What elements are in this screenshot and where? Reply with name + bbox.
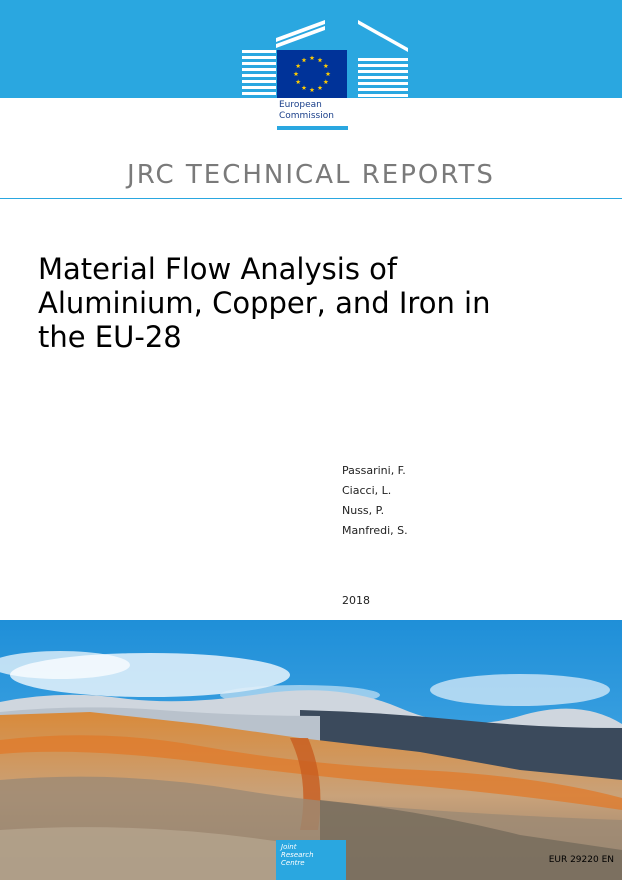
title-line-2: Aluminium, Copper, and Iron in	[38, 286, 491, 320]
jrc-line-research: Research	[281, 851, 314, 859]
logo-text	[279, 100, 334, 122]
author-item: Nuss, P.	[342, 504, 385, 517]
author-item: Ciacci, L.	[342, 484, 392, 497]
publication-year: 2018	[342, 594, 370, 607]
author-item: Passarini, F.	[342, 464, 406, 477]
jrc-line-joint: Joint	[281, 843, 297, 851]
logo-underline	[277, 126, 348, 130]
report-title	[38, 252, 598, 354]
jrc-logo-text	[281, 843, 314, 867]
title-line-3: the EU-28	[38, 320, 182, 354]
author-item: Manfredi, S.	[342, 524, 408, 537]
logo-line-commission: Commission	[279, 111, 334, 121]
title-line-1: Material Flow Analysis of	[38, 252, 398, 286]
jrc-line-centre: Centre	[281, 859, 305, 867]
series-title: JRC TECHNICAL REPORTS	[127, 160, 495, 190]
report-number: EUR 29220 EN	[548, 855, 614, 865]
author-list	[342, 461, 408, 541]
logo-line-european: European	[279, 100, 322, 110]
header-divider	[0, 198, 622, 199]
